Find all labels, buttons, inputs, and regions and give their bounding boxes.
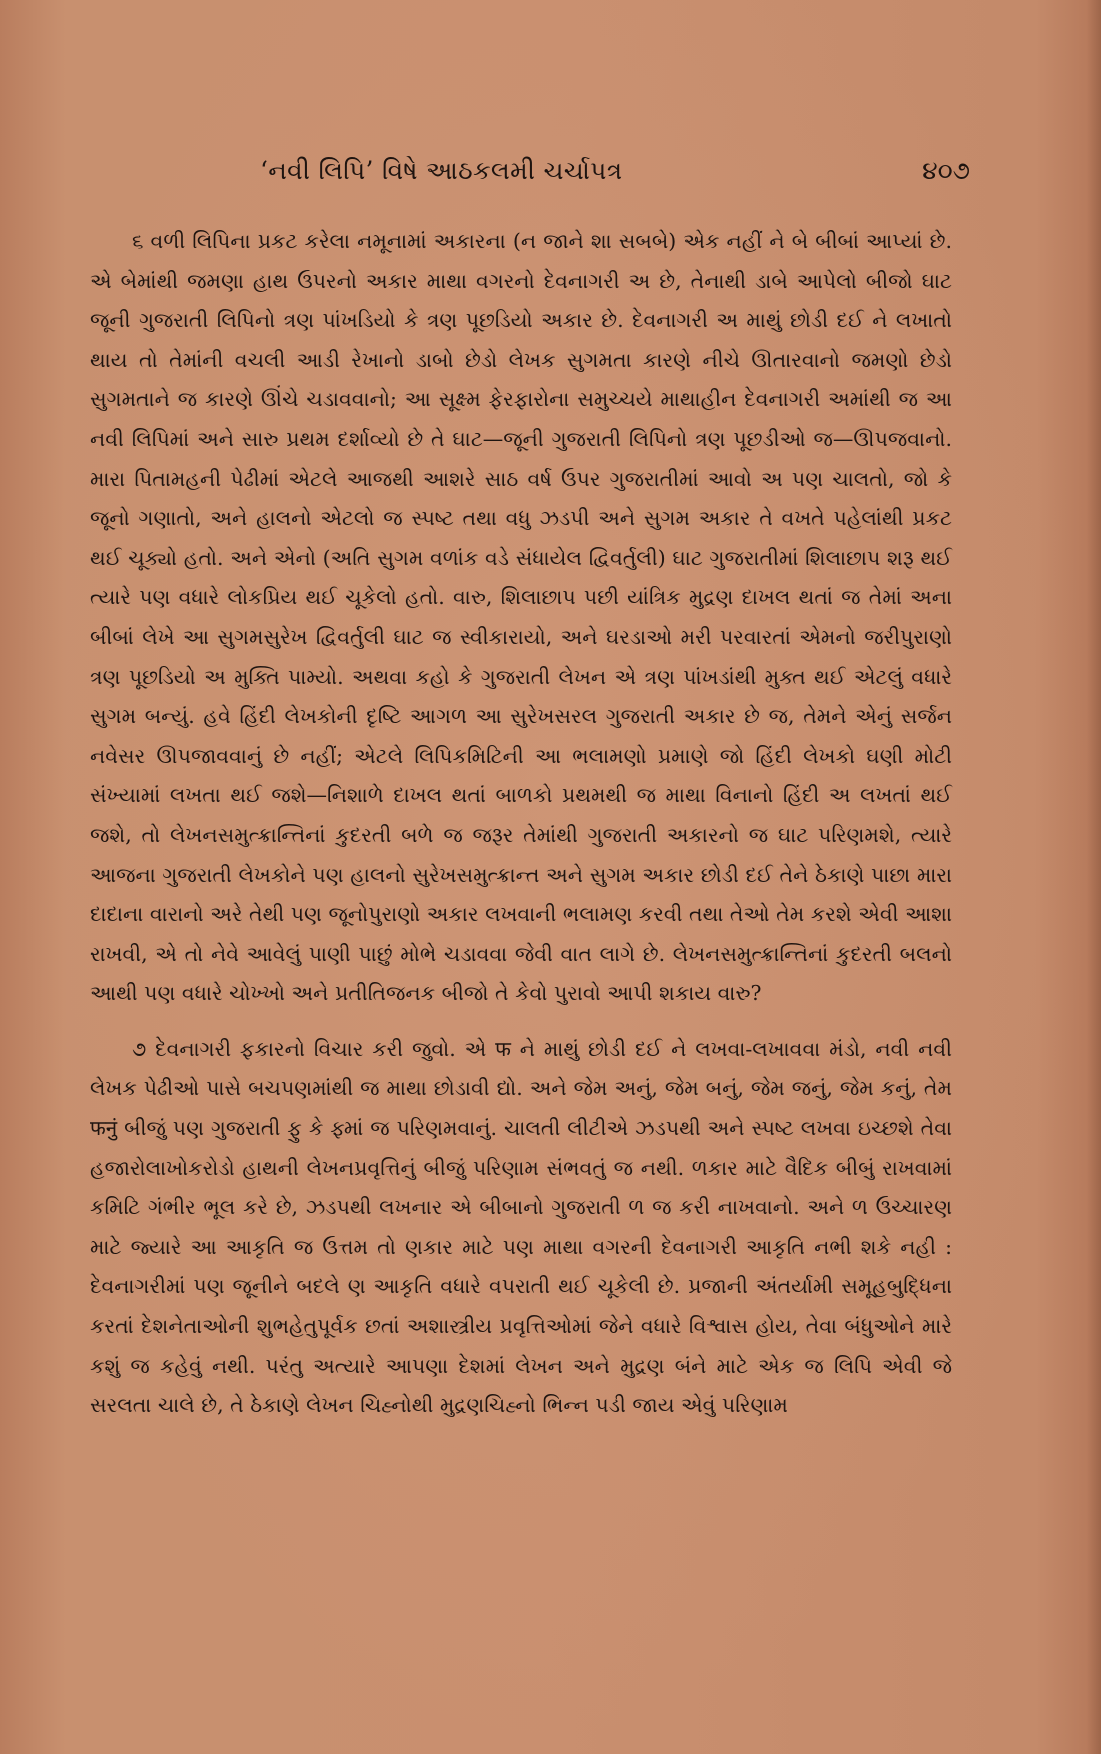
running-title: ‘નવી લિપિ’ વિષે આઠકલમી ચર્ચાપત્ર <box>260 156 623 185</box>
paragraph-6: ૬ વળી લિપિના પ્રકટ કરેલા નમૂનામાં અકારના (ન જાને શા સબબે) એક નહીં ને બે બીબાં આપ્યાં છે. એ બેમાંથી જમણા હાથ ઉપરનો અકાર માથા વગરનો દેવનાગરી અ છે, તેનાથી ડાબે આપેલો બીજો ઘાટ જૂની ગુજરાતી લિપિનો ત્રણ પાંખડિયો કે ત્રણ પૂછડિયો અકાર છે. દેવનાગરી અ માથું છોડી દઈ ને લખાતો થાય તો તેમાંની વચલી આડી રેખાનો ડાબો છેડો લેખક સુગમતા કારણે નીચે ઊતારવાનો જમણો છેડો સુગમતાને જ કારણે ઊંચે ચડાવવાનો; આ સૂક્ષ્મ ફેરફારોના સમુચ્ચયે માથાહીન દેવનાગરી અમાંથી જ આ નવી લિપિમાં અને સારુ પ્રથમ દર્શાવ્યો છે તે ઘાટ—જૂની ગુજરાતી લિપિનો ત્રણ પૂછડીઓ જ—ઊપજવાનો. મારા પિતામહની પેઢીમાં એટલે આજથી આશરે સાઠ વર્ષ ઉપર ગુજરાતીમાં આવો અ પણ ચાલતો, જો કે જૂનો ગણાતો, અને હાલનો એટલો જ સ્પષ્ટ તથા વધુ ઝડપી અને સુગમ અકાર તે વખતે પહેલાંથી પ્રકટ થઈ ચૂક્યો હતો. અને એનો (અતિ સુગમ વળાંક વડે સંધાયેલ દ્વિવર્તુલી) ઘાટ ગુજરાતીમાં શિલાછાપ શરૂ થઈ ત્યારે પણ વધારે લોકપ્રિય થઈ ચૂકેલો હતો. વારુ, શિલાછાપ પછી યાંત્રિક મુદ્રણ દાખલ થતાં જ તેમાં અના બીબાં લેખે આ સુગમસુરેખ દ્વિવર્તુલી ઘાટ જ સ્વીકારાયો, અને ઘરડાઓ મરી પરવારતાં એમનો જરીપુરાણો ત્રણ પૂછડિયો અ મુક્તિ પામ્યો. અથવા કહો કે ગુજરાતી લેખન એ ત્રણ પાંખડાંથી મુક્ત થઈ એટલું વધારે સુગમ બન્યું. હવે હિંદી લેખકોની દૃષ્ટિ આગળ આ સુરેખસરલ ગુજરાતી અકાર છે જ, તેમને એનું સર્જન નવેસર ઊપજાવવાનું છે નહીં; એટલે લિપિકમિટિની આ ભલામણો પ્રમાણે જો હિંદી લેખકો ઘણી મોટી સંખ્યામાં લખતા થઈ જશે—નિશાળે દાખલ થતાં બાળકો પ્રથમથી જ માથા વિનાનો હિંદી અ લખતાં થઈ જશે, તો લેખનસમુત્ક્રાન્તિનાં કુદરતી બળે જ જરૂર તેમાંથી ગુજરાતી અકારનો જ ઘાટ પરિણમશે, ત્યારે આજના ગુજરાતી લેખકોને પણ હાલનો સુરેખસમુત્ક્રાન્ત અને સુગમ અકાર છોડી દઈ તેને ઠેકાણે પાછા મારા દાદાના વારાનો અરે તેથી પણ જૂનોપુરાણો અકાર લખવાની ભલામણ કરવી તથા તેઓ તેમ કરશે એવી આશા રાખવી, એ તો નેવે આવેલું પાણી પાછું મોભે ચડાવવા જેવી વાત લાગે છે. લેખનસમુત્ક્રાન્તિનાં કુદરતી બલનો આથી પણ વધારે ચોખ્ખો અને પ્રતીતિજનક બીજો તે કેવો પુરાવો આપી શકાય વારુ? <box>90 229 952 1006</box>
body-text <box>90 222 952 1426</box>
page-number: ૪૦૭ <box>922 156 970 185</box>
page-header <box>90 156 970 196</box>
paragraph-7: ૭ દેવનાગરી ફકારનો વિચાર કરી જુવો. એ फ ને માથું છોડી દઈ ને લખવા-લખાવવા મંડો, નવી નવી લેખક પેઢીઓ પાસે બચપણમાંથી જ માથા છોડાવી દ્યો. અને જેમ અનું, જેમ બનું, જેમ જનું, જેમ કનું, તેમ फनुं બીજું પણ ગુજરાતી ફુ કે ફ્માં જ પરિણમવાનું. ચાલતી લીટીએ ઝડપથી અને સ્પષ્ટ લખવા ઇચ્છશે તેવા હજારોલાખોકરોડો હાથની લેખનપ્રવૃત્તિનું બીજું પરિણામ સંભવતું જ નથી. ળકાર માટે વૈદિક બીબું રાખવામાં કમિટિ ગંભીર ભૂલ કરે છે, ઝડપથી લખનાર એ બીબાનો ગુજરાતી ળ જ કરી નાખવાનો. અને ળ ઉચ્ચારણ માટે જ્યારે આ આકૃતિ જ ઉત્તમ તો ણકાર માટે પણ માથા વગરની દેવનાગરી આકૃતિ નભી શકે નહી : દેવનાગરીમાં પણ જૂનીને બદલે ણ આકૃતિ વધારે વપરાતી થઈ ચૂકેલી છે. પ્રજાની અંતર્યામી સમૂહબુદ્ધિના કરતાં દેશનેતાઓની શુભહેતુપૂર્વક છતાં અશાસ્ત્રીય પ્રવૃત્તિઓમાં જેને વધારે વિશ્વાસ હોય, તેવા બંધુઓને મારે કશું જ કહેવું નથી. પરંતુ અત્યારે આપણા દેશમાં લેખન અને મુદ્રણ બંને માટે એક જ લિપિ એવી જે સરલતા ચાલે છે, તે ઠેકાણે લેખન ચિહ્નોથી મુદ્રણચિહ્નો ભિન્ન પડી જાય એવું પરિણામ <box>90 1036 952 1418</box>
